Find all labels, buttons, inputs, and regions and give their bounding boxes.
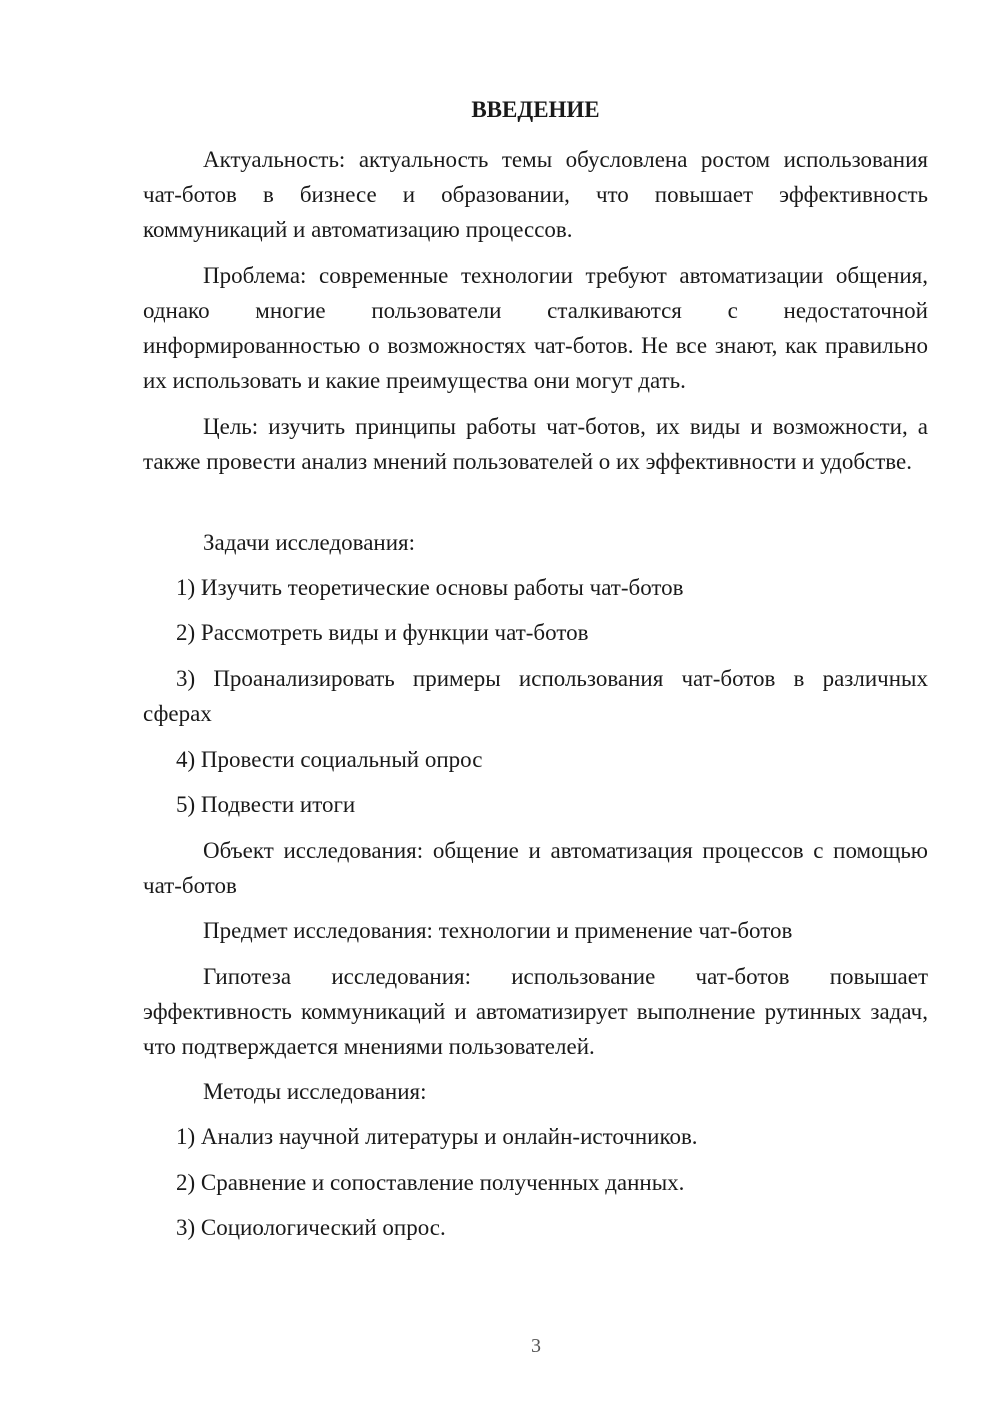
paragraph-subject: Предмет исследования: технологии и применение чат-ботов: [203, 918, 793, 943]
task-item: 5) Подвести итоги: [176, 792, 356, 817]
method-item: 2) Сравнение и сопоставление полученных данных.: [176, 1170, 685, 1195]
page-title: ВВЕДЕНИЕ: [471, 97, 600, 122]
task-item: 2) Рассмотреть виды и функции чат-ботов: [176, 620, 589, 645]
paragraph-hypothesis: Гипотеза исследования: использование чат-ботов повышает эффективность коммуникаций и автоматизирует выполнение рутинных задач, что подтверждается мнениями пользователей.: [143, 964, 928, 1059]
paragraph-object: Объект исследования: общение и автоматизация процессов с помощью чат-ботов: [143, 838, 928, 898]
task-item: 3) Проанализировать примеры использования чат-ботов в различных сферах: [143, 666, 928, 726]
paragraph-goal: Цель: изучить принципы работы чат-ботов, их виды и возможности, а также провести анализ мнений пользователей о их эффективности и удобстве.: [143, 414, 928, 474]
paragraph-relevance: Актуальность: актуальность темы обусловлена ростом использования чат-ботов в бизнесе и образовании, что повышает эффективность коммуникаций и автоматизацию процессов.: [143, 147, 928, 242]
method-item: 3) Социологический опрос.: [176, 1215, 446, 1240]
task-item: 4) Провести социальный опрос: [176, 747, 483, 772]
task-item: 1) Изучить теоретические основы работы чат-ботов: [176, 575, 684, 600]
paragraph-tasks-heading: Задачи исследования:: [203, 530, 416, 555]
page-number: 3: [531, 1335, 541, 1357]
method-item: 1) Анализ научной литературы и онлайн-источников.: [176, 1124, 698, 1149]
paragraph-methods-heading: Методы исследования:: [203, 1079, 427, 1104]
paragraph-problem: Проблема: современные технологии требуют автоматизации общения, однако многие пользователи сталкиваются с недостаточной информированностью о возможностях чат-ботов. Не все знают, как правильно их использовать и какие преимущества они могут дать.: [143, 263, 928, 393]
